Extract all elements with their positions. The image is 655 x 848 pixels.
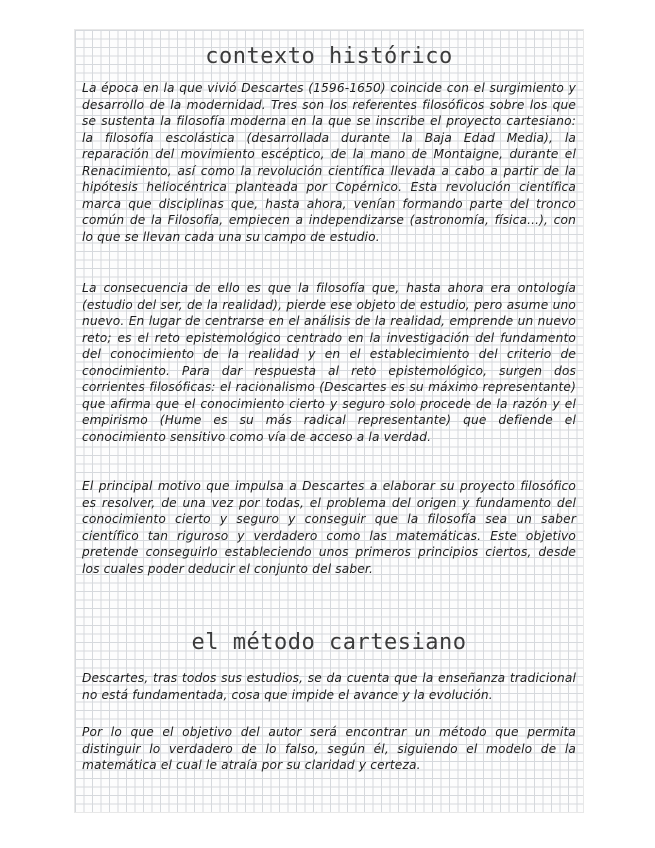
paragraph-contexto-3: El principal motivo que impulsa a Descartes a elaborar su proyecto filosófico es resolver, de una vez por todas, el problema del origen y fundamento del conocimiento cierto y seguro y conseguir que la filosofía sea un saber científico tan riguroso y verdadero como las matemáticas. Este objetivo pretende conseguirlo estableciendo unos primeros principios ciertos, desde los cuales poder deducir el conjunto del saber. xyxy=(82,479,576,576)
paragraph-contexto-2: La consecuencia de ello es que la filosofía que, hasta ahora era ontología (estudio del ser, de la realidad), pierde ese objeto de estudio, pero asume uno nuevo. En lugar de centrarse en el análisis de la realidad, emprende un nuevo reto; es el reto epistemológico centrado en la investigación del fundamento del conocimiento de la realidad y en el establecimiento del criterio de conocimiento. Para dar respuesta al reto epistemológico, surgen dos corrientes filosóficas: el racionalismo (Descartes es su máximo representante) que afirma que el conocimiento cierto y seguro solo procede de la razón y el empirismo (Hume es su más radical representante) que defiende el conocimiento sensitivo como vía de acceso a la verdad. xyxy=(82,281,576,444)
paragraph-metodo-2: Por lo que el objetivo del autor será encontrar un método que permita distinguir lo verdadero de lo falso, según él, siguiendo el modelo de la matemática el cual le atraía por su claridad y certeza. xyxy=(82,725,576,772)
grid-paper-sheet xyxy=(75,30,583,812)
section-title-metodo-cartesiano: el método cartesiano xyxy=(191,630,467,655)
paragraph-contexto-1: La época en la que vivió Descartes (1596-1650) coincide con el surgimiento y desarrollo de la modernidad. Tres son los referentes filosóficos sobre los que se sustenta la filosofía moderna en la que se inscribe el proyecto cartesiano: la filosofía escolástica (desarrollada durante la Baja Edad Media), la reparación del movimiento escéptico, de la mano de Montaigne, durante el Renacimiento, así como la revolución científica llevada a cabo a partir de la hipótesis heliocéntrica planteada por Copérnico. Esta revolución científica marca que disciplinas que, hasta ahora, venían formando parte del tronco común de la Filosofía, empiecen a independizarse (astronomía, física...), con lo que se llevan cada una su campo de estudio. xyxy=(82,81,576,244)
paragraph-metodo-1: Descartes, tras todos sus estudios, se da cuenta que la enseñanza tradicional no está fundamentada, cosa que impide el avance y la evolución. xyxy=(82,671,576,702)
section-title-contexto-historico: contexto histórico xyxy=(205,44,453,69)
